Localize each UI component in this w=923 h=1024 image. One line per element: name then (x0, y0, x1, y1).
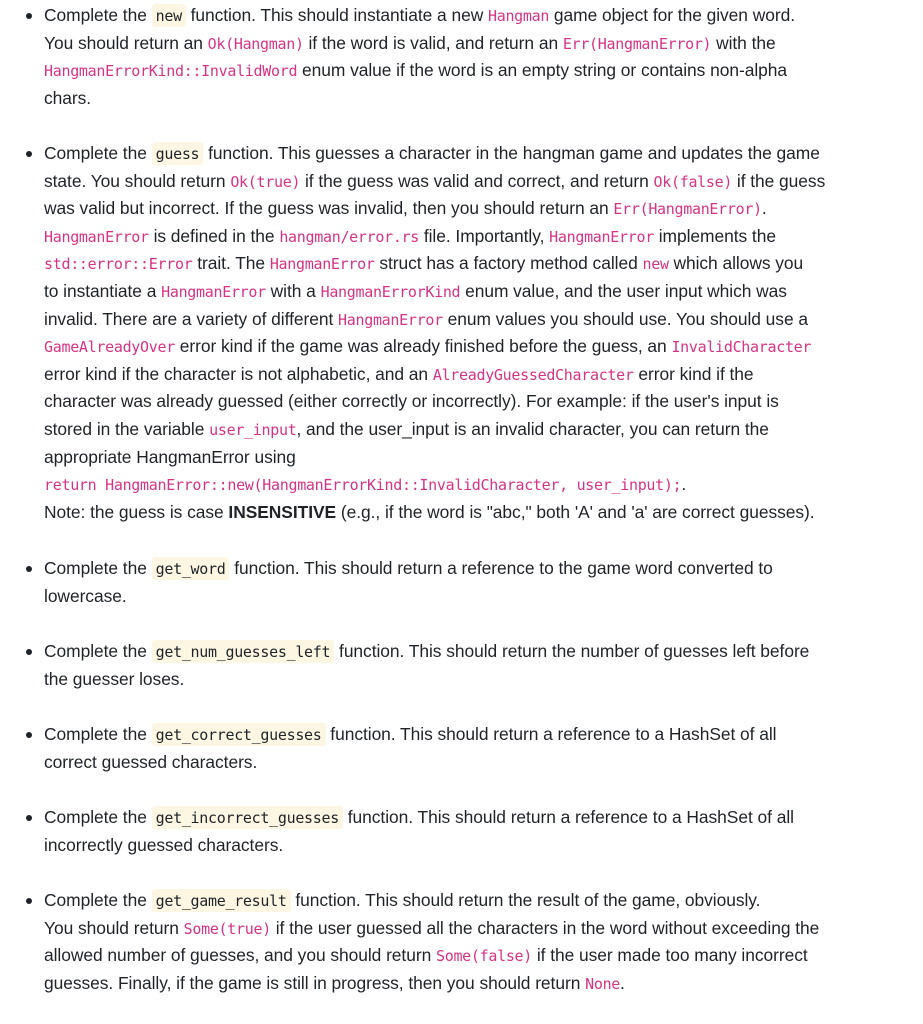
inline-code: Ok(false) (653, 172, 733, 191)
text-run: Complete the (44, 5, 152, 25)
text-run: game object for the given word. (549, 5, 795, 25)
text-line (44, 555, 906, 583)
text-run: function. This guesses a character in the hangman game and updates the game (203, 143, 820, 163)
text-run: which allows you (668, 253, 804, 274)
text-line (44, 942, 906, 970)
inline-code: std::error::Error (44, 255, 193, 274)
text-run: incorrectly guessed characters. (44, 834, 284, 855)
inline-code: new (642, 255, 669, 274)
function-name-code: get_correct_guesses (152, 723, 326, 746)
function-name-code: get_game_result (152, 889, 291, 912)
inline-code: HangmanError (549, 227, 654, 246)
text-run: stored in the variable (44, 418, 210, 439)
inline-code: hangman/error.rs (279, 227, 420, 246)
text-run: enum values you should use. You should use a (442, 308, 808, 329)
text-run: with the (711, 32, 776, 53)
text-line (44, 638, 906, 666)
text-run: the guesser loses. (44, 668, 185, 689)
text-run: if the word is valid, and return an (303, 32, 563, 53)
text-run: if the guess was valid and correct, and return (300, 170, 654, 191)
text-run: to instantiate a (44, 280, 162, 301)
text-run: error kind if the game was already finished before the guess, an (174, 336, 672, 357)
inline-code: Err(HangmanError) (613, 200, 762, 219)
inline-code: Some(true) (183, 919, 271, 938)
task-item-get-num-guesses-left (44, 638, 906, 693)
text-run: if the guess (732, 170, 826, 191)
text-line (44, 804, 906, 832)
inline-code: Hangman (487, 7, 550, 25)
inline-code: Err(HangmanError) (562, 34, 712, 53)
text-run: Complete the (44, 558, 152, 578)
task-item-new (44, 2, 906, 112)
text-run: Complete the (44, 641, 152, 661)
text-run: enum value, and the user input which was (460, 280, 787, 301)
text-line (44, 583, 906, 611)
text-line (44, 140, 906, 168)
text-run: Complete the (44, 807, 152, 827)
inline-code: Ok(Hangman) (207, 34, 304, 53)
text-run: chars. (44, 87, 92, 108)
text-line (44, 915, 906, 943)
inline-code: Ok(true) (230, 172, 301, 191)
inline-code: None (585, 974, 621, 993)
text-line (44, 444, 906, 472)
text-run: Complete the (44, 890, 152, 910)
text-line (44, 195, 906, 223)
text-run: trait. The (192, 253, 270, 274)
task-item-get-correct-guesses (44, 721, 906, 776)
text-line (44, 970, 906, 998)
text-line (44, 2, 906, 30)
text-line (44, 471, 906, 499)
text-line (44, 749, 906, 777)
text-run: . (620, 972, 625, 993)
text-line (44, 832, 906, 860)
function-name-code: get_incorrect_guesses (152, 806, 343, 829)
text-run: function. This should instantiate a new (185, 5, 488, 25)
text-line (44, 361, 906, 389)
text-run: function. This should return the number of guesses left before (334, 641, 810, 661)
text-run: if the user made too many incorrect (532, 945, 808, 966)
text-line (44, 57, 906, 85)
function-name-code: get_num_guesses_left (152, 640, 335, 663)
text-run: appropriate HangmanError using (44, 446, 296, 467)
text-line (44, 223, 906, 251)
function-name-code: guess (152, 142, 204, 165)
text-run: state. You should return (44, 170, 231, 191)
inline-code: return HangmanError::new(HangmanErrorKind::InvalidCharacter, user_input); (44, 476, 682, 495)
text-run: Complete the (44, 724, 152, 744)
text-line (44, 278, 906, 306)
text-run: is defined in the (148, 225, 280, 246)
inline-code: HangmanError (161, 282, 266, 301)
inline-code: HangmanErrorKind::InvalidWord (44, 62, 298, 81)
text-run: struct has a factory method called (374, 253, 643, 274)
text-line (44, 306, 906, 334)
text-run: Note: the guess is case (44, 501, 229, 522)
text-run: , and the user_input is an invalid character, you can return the (296, 418, 769, 439)
text-run: implements the (653, 225, 776, 246)
text-run: enum value if the word is an empty string or contains non-alpha (297, 60, 788, 81)
text-run: (e.g., if the word is "abc," both 'A' and 'a' are correct guesses). (336, 501, 815, 522)
inline-code: InvalidCharacter (671, 338, 812, 357)
text-run: correct guessed characters. (44, 751, 258, 772)
text-line (44, 168, 906, 196)
text-run: Complete the (44, 143, 152, 163)
inline-code: HangmanError (338, 310, 443, 329)
inline-code: Some(false) (435, 947, 533, 966)
task-item-guess (44, 140, 906, 526)
text-run: . (681, 474, 687, 495)
inline-code: HangmanError (269, 255, 375, 274)
inline-code: HangmanError (44, 227, 149, 246)
text-line (44, 416, 906, 444)
task-item-get-game-result (44, 887, 906, 997)
task-item-get-incorrect-guesses (44, 804, 906, 859)
inline-code: GameAlreadyOver (44, 338, 175, 357)
text-line (44, 499, 906, 527)
inline-code: HangmanErrorKind (320, 282, 461, 301)
text-run: function. This should return a reference to the game word converted to (229, 558, 773, 578)
text-line (44, 250, 906, 278)
inline-code: user_input (209, 420, 297, 439)
text-line (44, 30, 906, 58)
text-run: error kind if the (633, 363, 754, 384)
emphasis-text: INSENSITIVE (228, 501, 337, 522)
text-run: You should return an (44, 32, 208, 53)
text-line (44, 85, 906, 113)
text-run: function. This should return a reference to a HashSet of all (325, 724, 777, 744)
text-line (44, 887, 906, 915)
function-name-code: get_word (152, 557, 230, 580)
task-item-get-word (44, 555, 906, 610)
text-line (44, 666, 906, 694)
text-run: was valid but incorrect. If the guess was invalid, then you should return an (44, 198, 614, 219)
text-run: file. Importantly, (419, 225, 550, 246)
text-run: with a (265, 280, 321, 301)
text-run: character was already guessed (either correctly or incorrectly). For example: if the user's input is (44, 391, 779, 412)
inline-code: AlreadyGuessedCharacter (432, 365, 634, 384)
text-run: function. This should return the result of the game, obviously. (290, 890, 761, 910)
function-name-code: new (152, 4, 186, 27)
text-line (44, 388, 906, 416)
text-run: guesses. Finally, if the game is still in progress, then you should return (44, 972, 586, 993)
text-run: function. This should return a reference to a HashSet of all (342, 807, 794, 827)
text-run: error kind if the character is not alphabetic, and an (44, 363, 433, 384)
text-run: lowercase. (44, 585, 127, 606)
text-run: allowed number of guesses, and you should return (44, 945, 436, 966)
text-run: if the user guessed all the characters in the word without exceeding the (270, 917, 820, 938)
text-line (44, 721, 906, 749)
text-line (44, 333, 906, 361)
text-run: invalid. There are a variety of different (44, 308, 339, 329)
text-run: You should return (44, 917, 184, 938)
text-run: . (761, 198, 767, 219)
